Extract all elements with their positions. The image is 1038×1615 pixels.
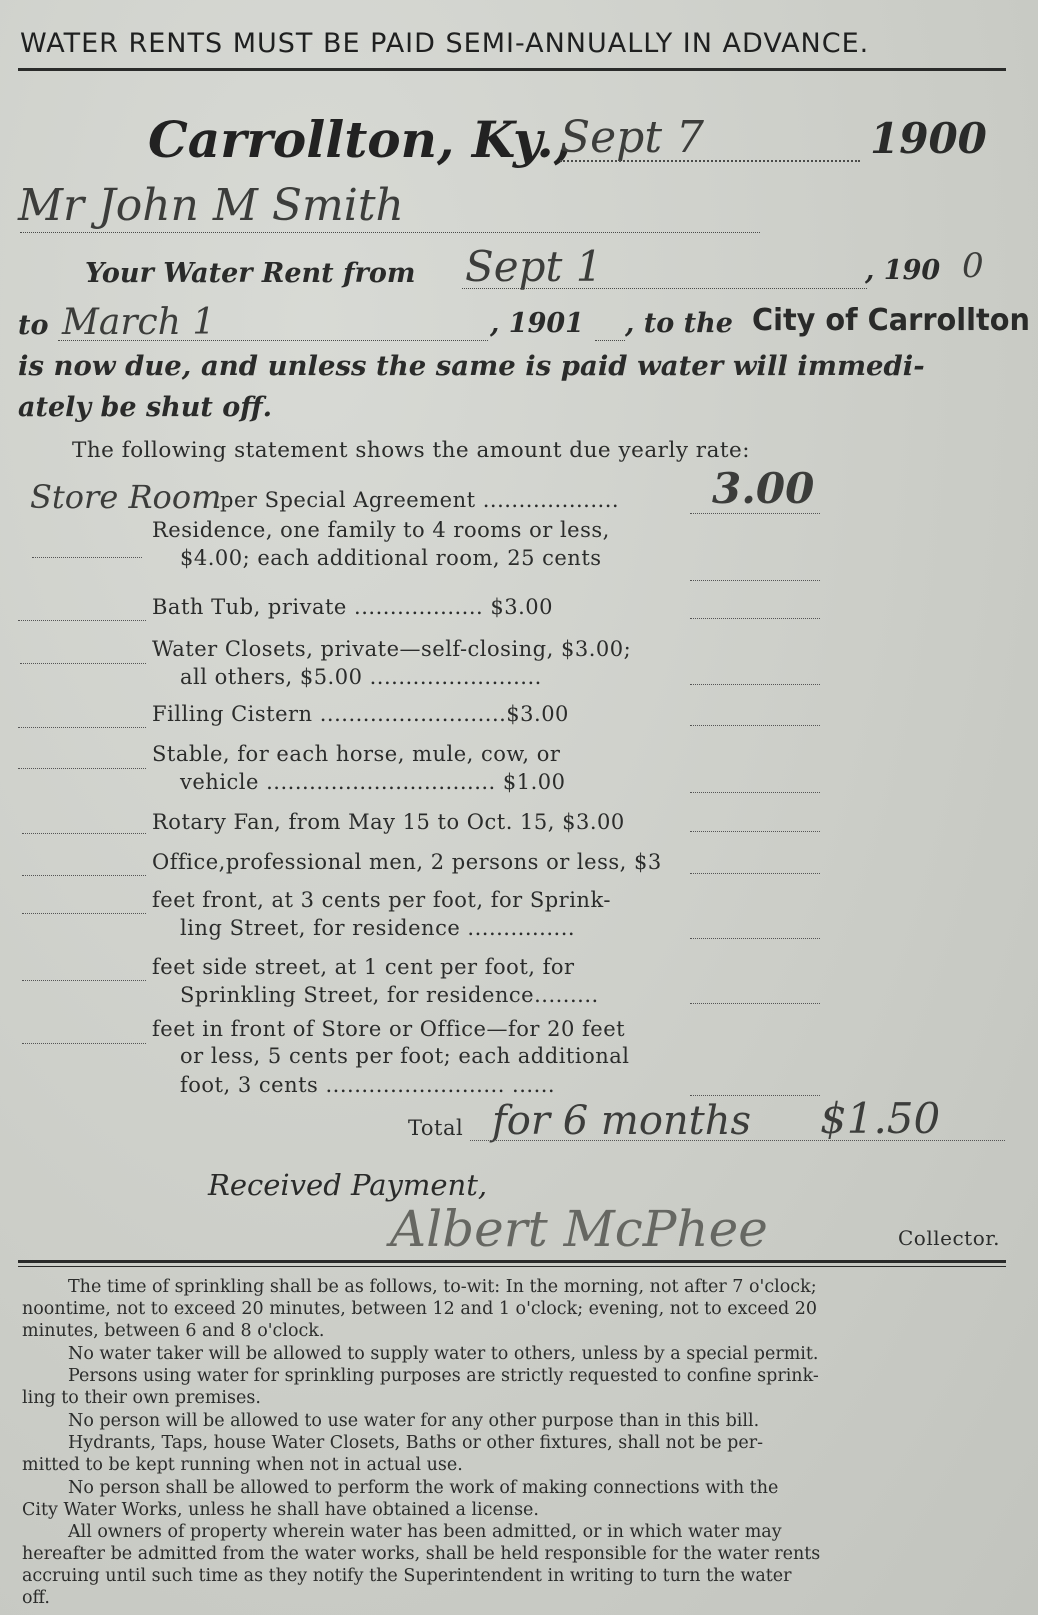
rules-divider-top [18, 1260, 1006, 1263]
qty-line-3 [18, 620, 146, 621]
rule-line: mitted to be kept running when not in actual use. [22, 1455, 463, 1475]
item-feet-side: feet side street, at 1 cent per foot, for [152, 955, 575, 979]
rule-line: No person will be allowed to use water for any other purpose than in this bill. [68, 1411, 760, 1431]
amount-line-5 [690, 725, 820, 726]
total-line [470, 1140, 1005, 1141]
to-year: , 1901 [490, 308, 584, 339]
qty-line-11 [22, 1043, 146, 1044]
rule-line: All owners of property wherein water has been admitted, or in which water may [68, 1522, 782, 1542]
item-feet-front: feet front, at 3 cents per foot, for Sprink- [152, 888, 611, 912]
rule-line: No person shall be allowed to perform the work of making connections with the [68, 1478, 779, 1498]
rule-line: The time of sprinkling shall be as follows, to-wit: In the morning, not after 7 o'clock; [68, 1277, 817, 1297]
collector-label: Collector. [898, 1226, 1000, 1250]
amount-line-1 [690, 513, 820, 514]
total-amount-handwritten: $1.50 [820, 1094, 941, 1143]
city-name: City of Carrollton [752, 303, 1030, 338]
header-rule [18, 68, 1006, 71]
item-special-agreement: per Special Agreement ................... [220, 488, 620, 512]
rule-line: hereafter be admitted from the water works, shall be held responsible for the water rents [22, 1544, 821, 1564]
item-stable: Stable, for each horse, mule, cow, or [152, 742, 561, 766]
item-office: Office,professional men, 2 persons or less, $3 [152, 850, 662, 874]
amount-line-4 [690, 684, 820, 685]
amount-line-9 [690, 938, 820, 939]
collector-signature: Albert McPhee [390, 1200, 768, 1258]
amount-line-10 [690, 1003, 820, 1004]
customer-name-line [20, 232, 760, 233]
year-handwritten: 1900 [870, 114, 987, 163]
rule-line: noontime, not to exceed 20 minutes, between 12 and 1 o'clock; evening, not to exceed 20 [22, 1299, 818, 1319]
rule-line: City Water Works, unless he shall have obtained a license. [22, 1500, 539, 1520]
qty-line-7 [22, 833, 146, 834]
to-date-handwritten: March 1 [62, 302, 216, 343]
notice-line-2: ately be shut off. [18, 392, 273, 423]
amount-line-3 [690, 618, 820, 619]
item-water-closets-2: all others, $5.00 ........................ [180, 665, 542, 689]
notice-line-1: is now due, and unless the same is paid water will immedi- [18, 350, 925, 382]
from-label: Your Water Rent from [85, 258, 416, 289]
item-water-closets: Water Closets, private—self-closing, $3.00; [152, 637, 632, 661]
item-residence: Residence, one family to 4 rooms or less, [152, 518, 610, 542]
qty-line-9 [22, 913, 146, 914]
item-rotary-fan: Rotary Fan, from May 15 to Oct. 15, $3.00 [152, 810, 625, 834]
qty-line-5 [18, 727, 146, 728]
item-feet-front-2: ling Street, for residence ............... [180, 916, 576, 940]
item-stable-2: vehicle ................................ $1.00 [180, 770, 566, 794]
item-feet-side-2: Sprinkling Street, for residence......... [180, 983, 599, 1007]
statement-intro: The following statement shows the amount due yearly rate: [72, 438, 751, 463]
qty-line-10 [22, 980, 146, 981]
rule-line: minutes, between 6 and 8 o'clock. [22, 1321, 325, 1341]
qty-line-8 [22, 875, 146, 876]
item-store-office: feet in front of Store or Office—for 20 feet [152, 1017, 626, 1041]
to-date-line [58, 340, 488, 341]
store-room-handwritten: Store Room [30, 478, 222, 516]
item-residence-2: $4.00; each additional room, 25 cents [180, 546, 602, 570]
item-bath-tub: Bath Tub, private .................. $3.00 [152, 595, 553, 619]
date-handwritten: Sept 7 [560, 112, 705, 163]
rule-line: No water taker will be allowed to supply water to others, unless by a special permit. [68, 1344, 819, 1364]
rule-line: Hydrants, Taps, house Water Closets, Baths or other fixtures, shall not be per- [68, 1433, 764, 1453]
amount-line-7 [690, 831, 820, 832]
special-agreement-amount: 3.00 [712, 464, 815, 513]
from-year-handwritten: 0 [962, 246, 984, 286]
received-payment-label: Received Payment, [208, 1168, 488, 1202]
qty-line-4 [20, 663, 146, 664]
from-year-prefix: , 190 [865, 255, 941, 286]
payment-notice-header: WATER RENTS MUST BE PAID SEMI-ANNUALLY IN ADVANCE. [20, 28, 870, 59]
item-filling-cistern: Filling Cistern ..........................$3.00 [152, 702, 569, 726]
date-line [560, 160, 860, 162]
amount-line-2 [690, 580, 820, 581]
to-year-line [595, 340, 625, 341]
from-date-handwritten: Sept 1 [465, 242, 603, 291]
customer-name-handwritten: Mr John M Smith [18, 180, 404, 231]
amount-line-11 [690, 1095, 820, 1096]
total-period-handwritten: for 6 months [492, 1098, 752, 1144]
from-date-line [462, 288, 867, 289]
total-label: Total [408, 1116, 464, 1140]
rule-line: Persons using water for sprinkling purposes are strictly requested to confine sprink- [68, 1366, 819, 1386]
rules-divider-bottom [18, 1266, 1006, 1267]
rule-line: accruing until such time as they notify the Superintendent in writing to turn the water [22, 1566, 792, 1586]
item-store-office-3: foot, 3 cents ......................... ...... [180, 1073, 556, 1097]
rule-line: off. [22, 1588, 50, 1608]
qty-line-6 [18, 768, 146, 769]
amount-line-6 [690, 792, 820, 793]
amount-line-8 [690, 873, 820, 874]
to-label: to [18, 310, 49, 341]
to-the-label: , to the [625, 308, 733, 339]
rule-line: ling to their own premises. [22, 1388, 261, 1408]
item-store-office-2: or less, 5 cents per foot; each additional [180, 1044, 630, 1068]
place-name: Carrollton, Ky., [148, 110, 572, 169]
qty-line-2 [32, 557, 142, 558]
